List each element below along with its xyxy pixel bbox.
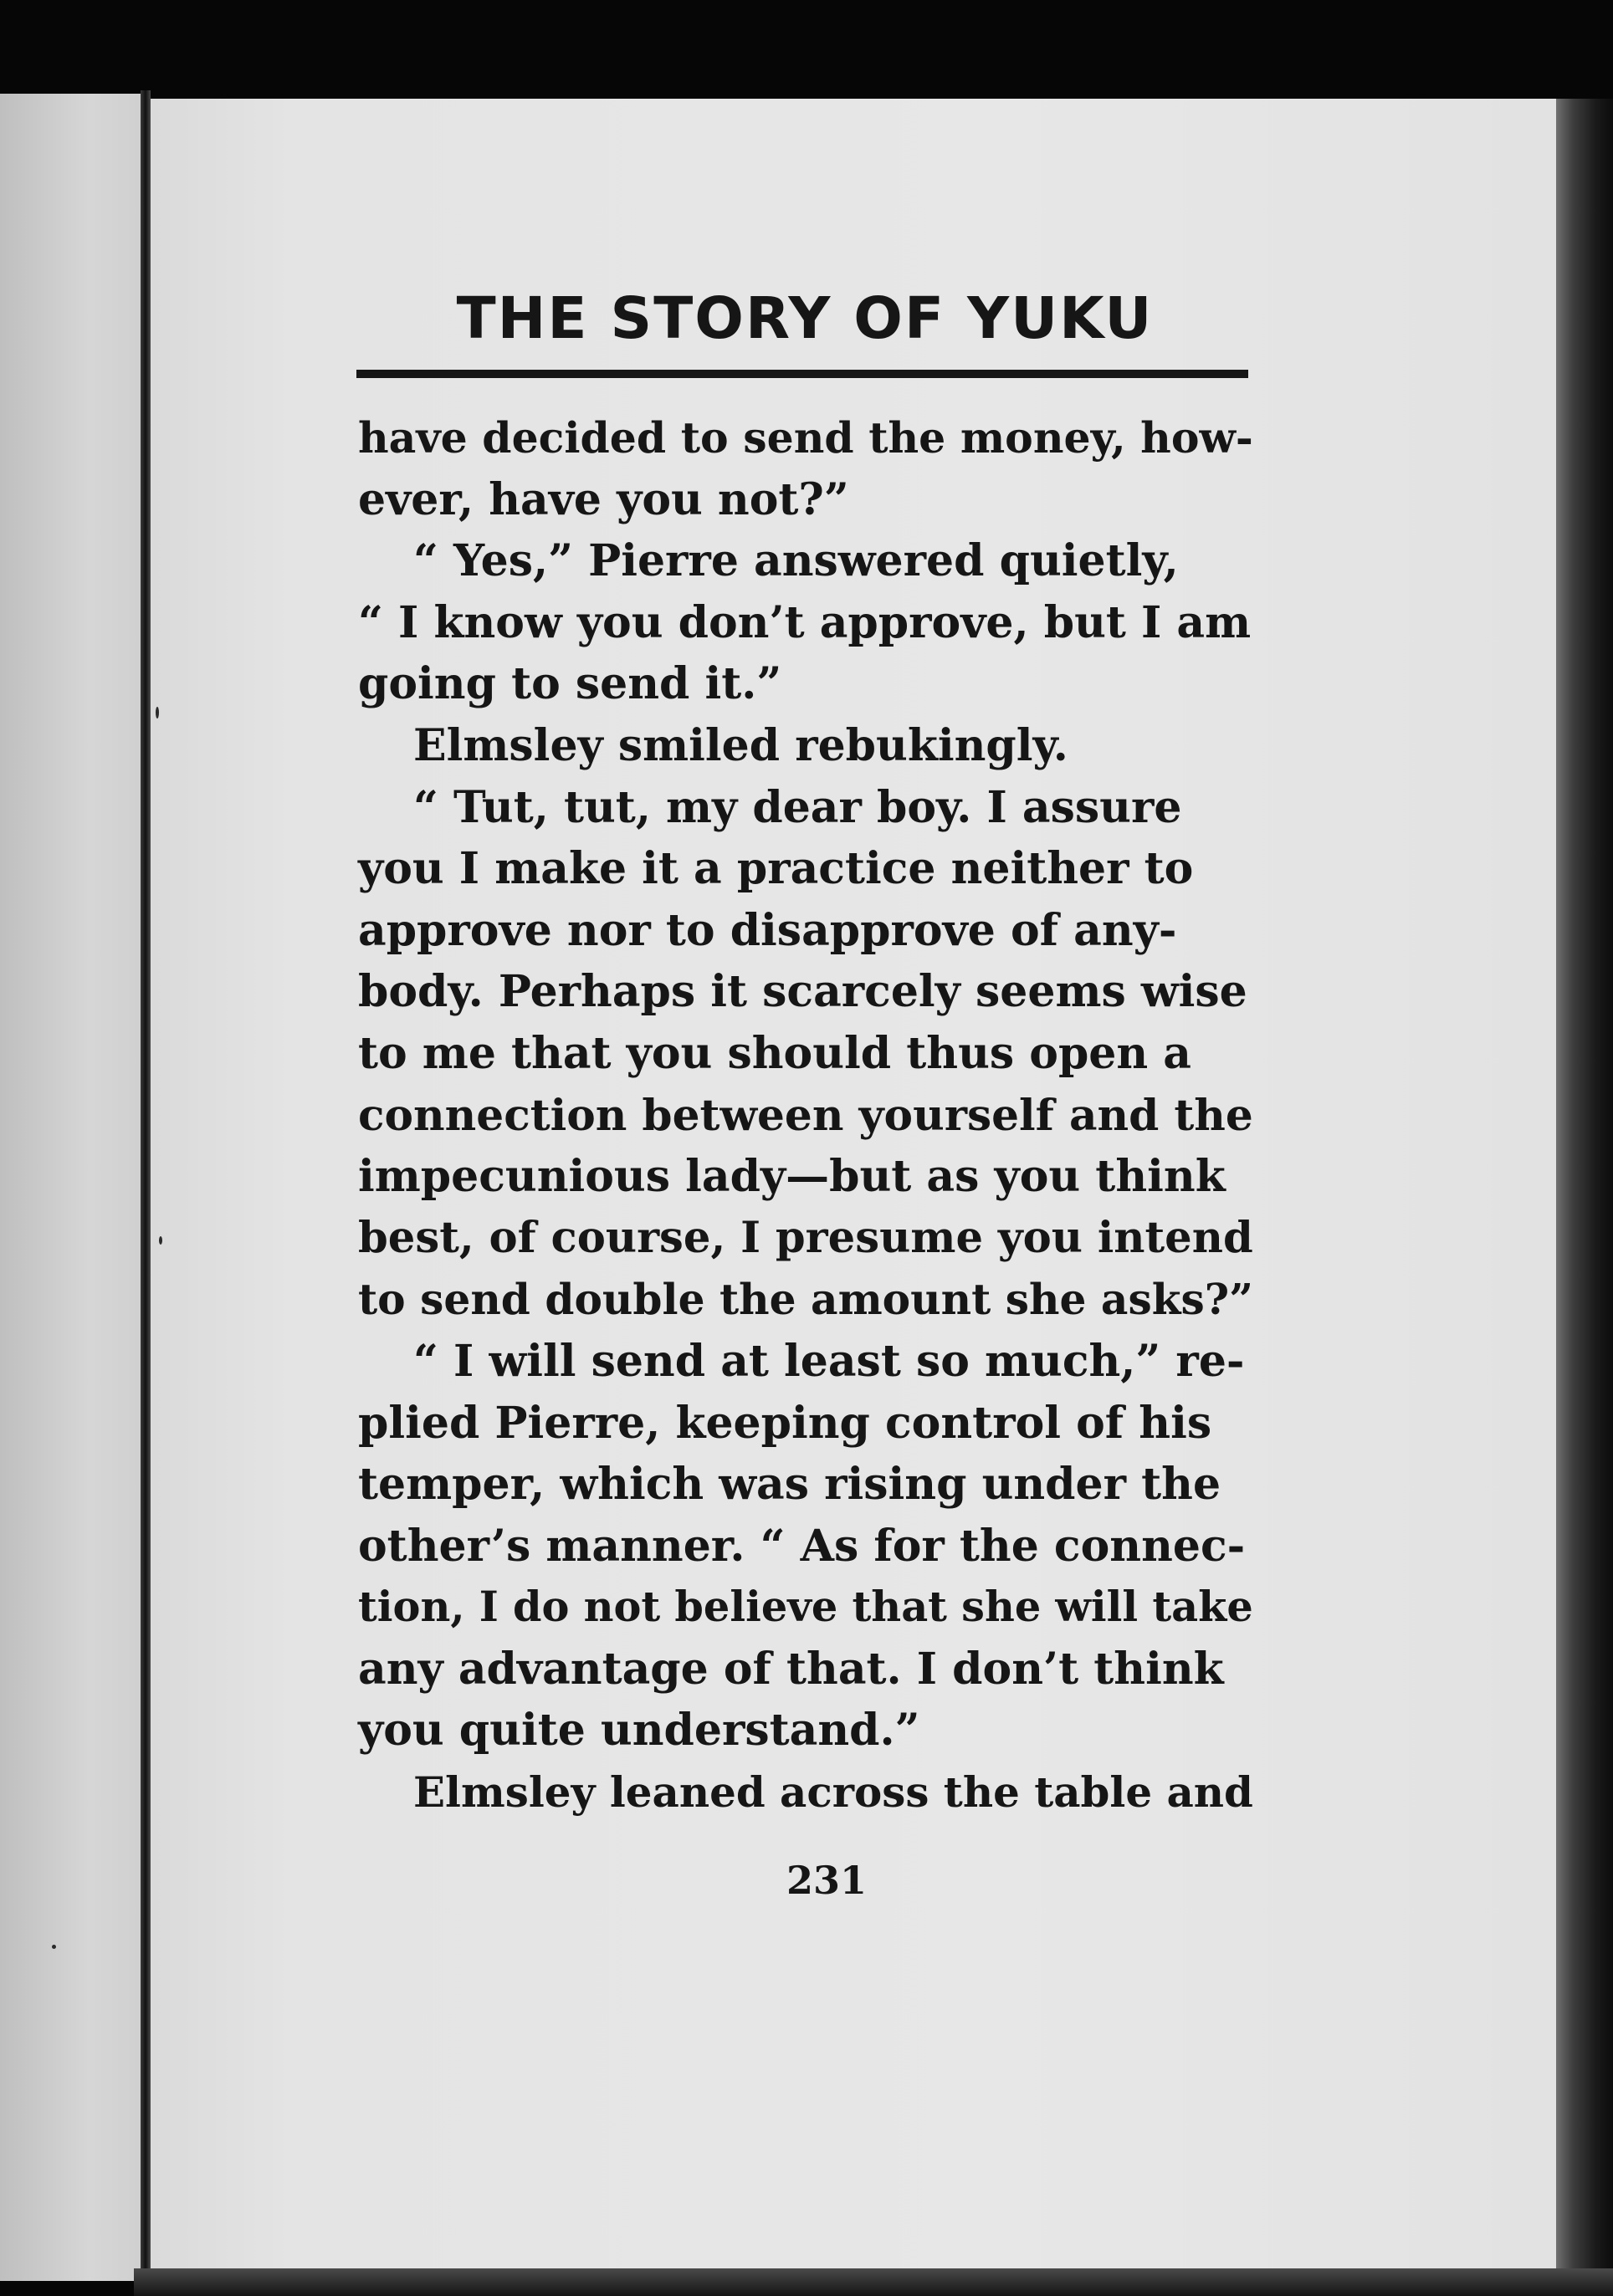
text-line: plied Pierre, keeping control of his xyxy=(358,1397,1212,1449)
dust-speck xyxy=(156,707,159,718)
text-line: best, of course, I presume you intend xyxy=(358,1212,1253,1263)
text-line: tion, I do not believe that she will take xyxy=(358,1583,1253,1632)
text-line: going to send it.” xyxy=(358,658,782,710)
text-line: ever, have you not?” xyxy=(358,473,849,525)
text-line: other’s manner. “ As for the connec- xyxy=(358,1520,1246,1572)
text-line: any advantage of that. I don’t think xyxy=(358,1643,1224,1695)
text-line: temper, which was rising under the xyxy=(358,1459,1221,1511)
text-line: Elmsley leaned across the table and xyxy=(413,1767,1253,1818)
text-line: you I make it a practice neither to xyxy=(358,843,1194,895)
text-line: connection between yourself and the xyxy=(358,1089,1253,1141)
bottom-edge-shadow xyxy=(134,2268,1613,2296)
text-line: have decided to send the money, how- xyxy=(358,413,1253,463)
spine-shadow xyxy=(141,90,151,2282)
header-rule xyxy=(356,370,1248,378)
text-line: to send double the amount she asks?” xyxy=(358,1275,1254,1325)
text-line: “ Tut, tut, my dear boy. I assure xyxy=(413,781,1182,833)
text-line: Elmsley smiled rebukingly. xyxy=(413,719,1068,771)
running-head: THE STORY OF YUKU xyxy=(456,285,1154,352)
text-line: approve nor to disapprove of any- xyxy=(358,904,1177,956)
right-binding-edge xyxy=(1556,99,1613,2296)
text-line: body. Perhaps it scarcely seems wise xyxy=(358,966,1247,1018)
text-line: “ Yes,” Pierre answered quietly, xyxy=(413,535,1179,587)
text-line: impecunious lady—but as you think xyxy=(358,1151,1226,1203)
text-line: “ I will send at least so much,” re- xyxy=(413,1335,1245,1387)
dust-speck xyxy=(159,1236,162,1245)
body-text xyxy=(358,407,1253,1823)
left-page-edge xyxy=(0,94,149,2281)
dust-speck xyxy=(52,1945,56,1949)
text-line: “ I know you don’t approve, but I am xyxy=(358,596,1252,648)
text-line: you quite understand.” xyxy=(358,1705,920,1757)
page-number: 231 xyxy=(786,1858,868,1903)
text-line: to me that you should thus open a xyxy=(358,1027,1191,1079)
